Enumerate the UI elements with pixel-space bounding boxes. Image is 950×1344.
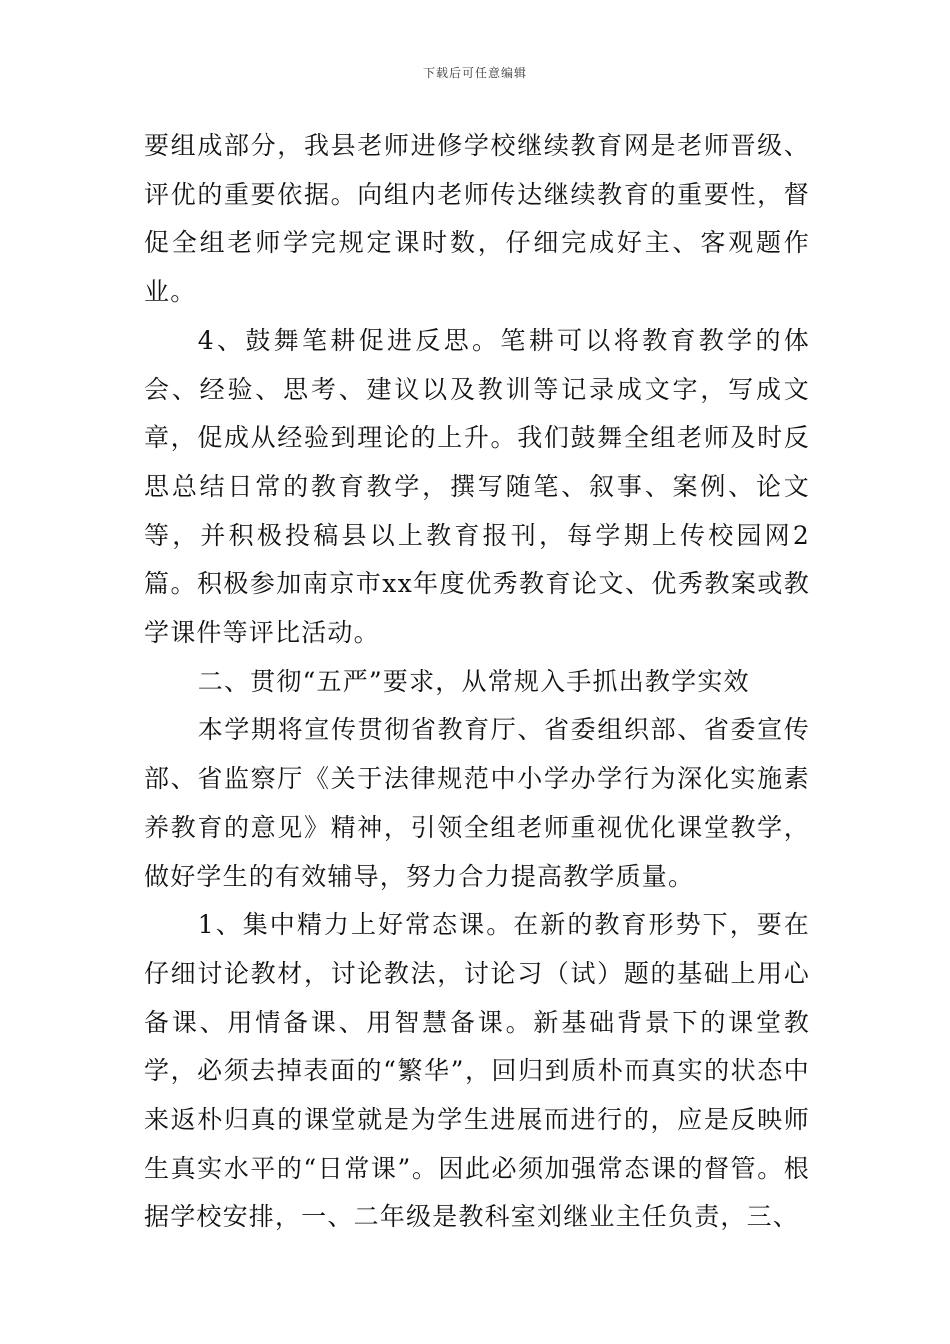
paragraph-continued: 要组成部分，我县老师进修学校继续教育网是老师晋级、评优的重要依据。向组内老师传达继续教育的重要性，督促全组老师学完规定课时数，仔细完成好主、客观题作业。 (144, 131, 810, 307)
paragraph-item-1: 1、集中精力上好常态课。在新的教育形势下，要在仔细讨论教材，讨论教法，讨论习（试）题的基础上用心备课、用情备课、用智慧备课。新基础背景下的课堂教学，必须去掉表面的“繁华”，回归到质朴而真实的状态中来返朴归真的课堂就是为学生进展而进行的，应是反映师生真实水平的“日常课”。因此必须加强常态课的督管。根据学校安排，一、二年级是教科室刘继业主任负责，三、 (144, 910, 810, 1232)
paragraph-section-intro: 本学期将宣传贯彻省教育厅、省委组织部、省委宣传部、省监察厅《关于法律规范中小学办学行为深化实施素养教育的意见》精神，引领全组老师重视优化课堂教学，做好学生的有效辅导，努力合力提高教学质量。 (144, 715, 810, 891)
section-heading-2: 二、贯彻“五严”要求，从常规入手抓出教学实效 (197, 666, 750, 696)
document-body (144, 122, 810, 1242)
paragraph-item-4: 4、鼓舞笔耕促进反思。笔耕可以将教育教学的体会、经验、思考、建议以及教训等记录成文字，写成文章，促成从经验到理论的上升。我们鼓舞全组老师及时反思总结日常的教育教学，撰写随笔、叙事、案例、论文等，并积极投稿县以上教育报刊，每学期上传校园网2篇。积极参加南京市xx年度优秀教育论文、优秀教案或教学课件等评比活动。 (144, 325, 810, 648)
page-header: 下载后可任意编辑 (422, 66, 527, 80)
